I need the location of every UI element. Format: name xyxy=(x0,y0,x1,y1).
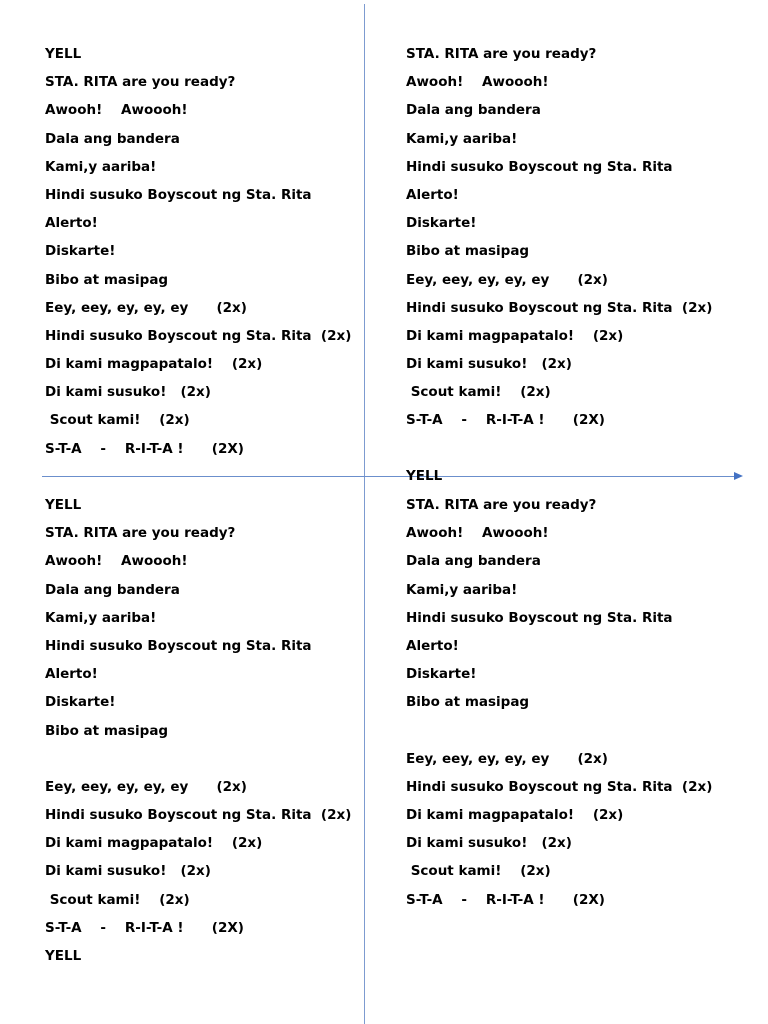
lyric-line: Hindi susuko Boyscout ng Sta. Rita (2x) xyxy=(406,778,713,795)
lyric-line: Di kami susuko! (2x) xyxy=(406,356,572,373)
lyric-line: Di kami susuko! (2x) xyxy=(45,384,211,401)
lyric-line: Alerto! xyxy=(406,637,459,654)
lyric-line: Kami,y aariba! xyxy=(406,130,518,147)
lyric-line: Di kami susuko! (2x) xyxy=(45,863,211,880)
lyric-line: Alerto! xyxy=(45,215,98,232)
divider-yell-label: YELL xyxy=(406,468,443,484)
quadrant-bottom-right xyxy=(406,491,736,914)
lyric-line: Dala ang bandera xyxy=(406,102,541,119)
lyric-line: Eey, eey, ey, ey, ey (2x) xyxy=(45,299,247,316)
lyric-line: Kami,y aariba! xyxy=(406,581,518,598)
lyric-line: Dala ang bandera xyxy=(45,130,180,147)
lyric-line: S-T-A - R-I-T-A ! (2X) xyxy=(45,919,244,936)
lyric-line: Scout kami! (2x) xyxy=(406,863,551,880)
lyric-line: Scout kami! (2x) xyxy=(406,384,551,401)
lyric-line: Awooh! Awoooh! xyxy=(406,525,549,542)
lyric-line: Hindi susuko Boyscout ng Sta. Rita (2x) xyxy=(45,807,352,824)
lyric-line: Di kami susuko! (2x) xyxy=(406,835,572,852)
lyric-line: Diskarte! xyxy=(45,694,116,711)
lyric-line: Bibo at masipag xyxy=(406,694,530,711)
horizontal-divider-arrow-line xyxy=(42,476,736,477)
lyric-line: Diskarte! xyxy=(406,215,477,232)
lyric-line: Bibo at masipag xyxy=(406,243,530,260)
lyric-line: Alerto! xyxy=(406,186,459,203)
lyric-line: YELL xyxy=(45,948,82,964)
lyric-line: STA. RITA are you ready? xyxy=(406,497,597,513)
lyric-line: Eey, eey, ey, ey, ey (2x) xyxy=(406,750,608,767)
lyric-line: Bibo at masipag xyxy=(45,722,169,739)
lyric-line: STA. RITA are you ready? xyxy=(45,525,236,542)
lyric-line: YELL xyxy=(45,46,82,62)
lyric-line: Kami,y aariba! xyxy=(45,158,157,175)
lyric-line: YELL xyxy=(45,497,82,513)
quadrant-bottom-left xyxy=(45,491,375,970)
lyric-line: Kami,y aariba! xyxy=(45,609,157,626)
lyric-line: Awooh! Awoooh! xyxy=(406,74,549,91)
lyric-line: Awooh! Awoooh! xyxy=(45,102,188,119)
lyric-line: Bibo at masipag xyxy=(45,271,169,288)
lyric-line: Hindi susuko Boyscout ng Sta. Rita (2x) xyxy=(406,299,713,316)
lyric-line: Di kami magpapatalo! (2x) xyxy=(45,356,263,373)
lyric-line: Di kami magpapatalo! (2x) xyxy=(45,835,263,852)
lyric-line xyxy=(406,717,736,745)
lyric-line: S-T-A - R-I-T-A ! (2X) xyxy=(406,891,605,908)
lyric-line: Di kami magpapatalo! (2x) xyxy=(406,807,624,824)
lyric-line: S-T-A - R-I-T-A ! (2X) xyxy=(406,412,605,429)
lyric-line: Scout kami! (2x) xyxy=(45,412,190,429)
lyric-line: Di kami magpapatalo! (2x) xyxy=(406,327,624,344)
lyric-line: Dala ang bandera xyxy=(406,553,541,570)
lyric-line: STA. RITA are you ready? xyxy=(406,46,597,62)
lyric-line: Hindi susuko Boyscout ng Sta. Rita (2x) xyxy=(45,327,352,344)
lyric-line xyxy=(45,745,375,773)
lyric-line: Eey, eey, ey, ey, ey (2x) xyxy=(45,778,247,795)
arrow-head-icon xyxy=(734,472,743,480)
lyric-line: Hindi susuko Boyscout ng Sta. Rita xyxy=(45,186,312,203)
lyric-line: Eey, eey, ey, ey, ey (2x) xyxy=(406,271,608,288)
lyric-line: Hindi susuko Boyscout ng Sta. Rita xyxy=(406,609,673,626)
lyric-line: Dala ang bandera xyxy=(45,581,180,598)
lyric-line: Scout kami! (2x) xyxy=(45,891,190,908)
lyric-line: STA. RITA are you ready? xyxy=(45,74,236,91)
lyric-line: Hindi susuko Boyscout ng Sta. Rita xyxy=(406,158,673,175)
quadrant-top-right xyxy=(406,40,736,435)
lyric-line: Diskarte! xyxy=(406,666,477,683)
lyric-line: Hindi susuko Boyscout ng Sta. Rita xyxy=(45,637,312,654)
lyric-line: Awooh! Awoooh! xyxy=(45,553,188,570)
lyric-line: S-T-A - R-I-T-A ! (2X) xyxy=(45,440,244,457)
quadrant-top-left xyxy=(45,40,375,463)
lyric-line: Alerto! xyxy=(45,666,98,683)
lyric-line: Diskarte! xyxy=(45,243,116,260)
